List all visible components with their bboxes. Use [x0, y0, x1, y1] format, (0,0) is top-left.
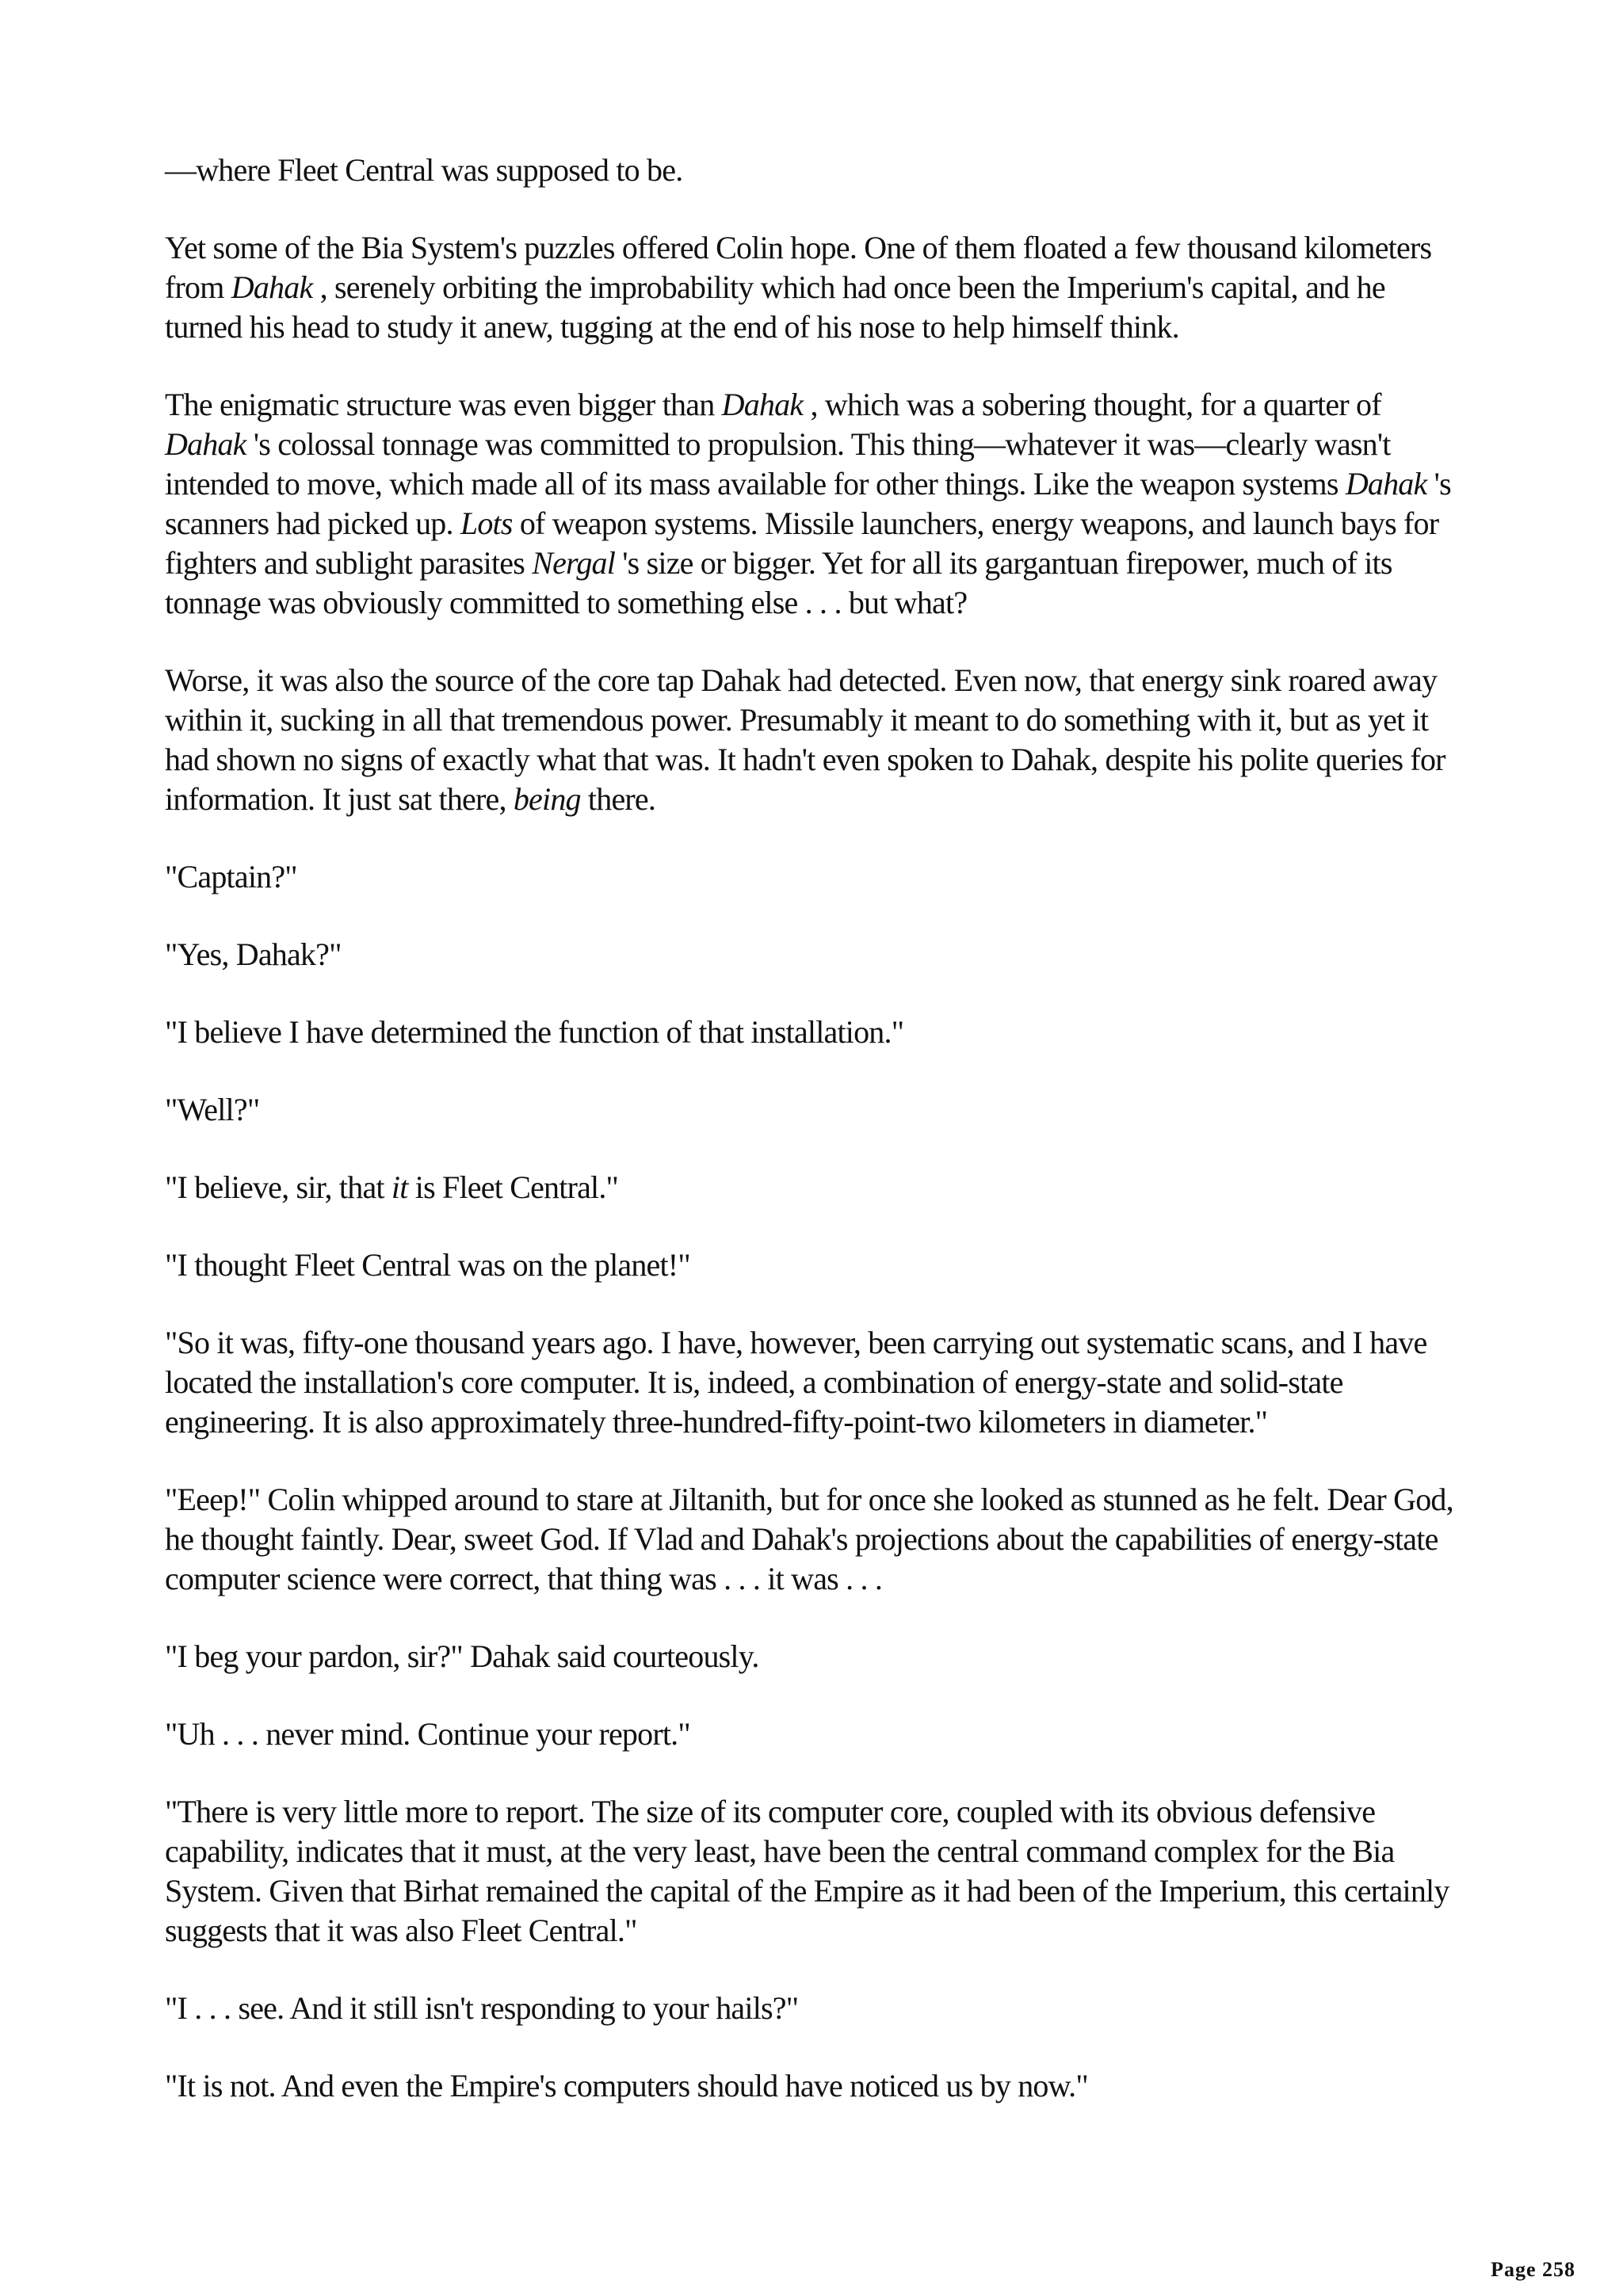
italic-text: Dahak [721, 387, 804, 422]
text-run: "I believe I have determined the function of that installation." [165, 1014, 904, 1050]
italic-text: Nergal [532, 545, 616, 581]
paragraph [165, 1168, 1465, 1207]
paragraph [165, 385, 1465, 623]
text-run: Worse, it was also the source of the core tap Dahak had detected. Even now, that energy sink roared away within it, sucking in all that tremendous power. Presumably it meant to do something with it, but as yet it had shown no signs of exactly what that was. It hadn't even spoken to Dahak, despite his polite queries for information. It just sat there, [165, 662, 1445, 817]
text-run: —where Fleet Central was supposed to be. [165, 152, 683, 188]
italic-text: being [513, 781, 581, 817]
paragraph [165, 1714, 1465, 1754]
paragraph [165, 1989, 1465, 2028]
text-run: "Yes, Dahak?" [165, 936, 342, 972]
text-run: "So it was, fifty-one thousand years ago. I have, however, been carrying out systematic scans, and I have located the installation's core computer. It is, indeed, a combination of energy-state and solid-state engineering. It is also approximately three-hundred-fifty-point-two kilometers in diameter." [165, 1325, 1427, 1440]
paragraph [165, 1323, 1465, 1442]
italic-text: Dahak [165, 426, 246, 462]
text-run: "It is not. And even the Empire's computers should have noticed us by now." [165, 2068, 1088, 2103]
text-run: "Well?" [165, 1092, 260, 1127]
italic-text: Dahak [231, 269, 313, 305]
italic-text: Dahak [1345, 466, 1427, 502]
paragraph [165, 935, 1465, 974]
paragraph [165, 857, 1465, 897]
text-run: The enigmatic structure was even bigger than [165, 387, 722, 422]
text-run: "Captain?" [165, 859, 297, 894]
paragraph [165, 661, 1465, 819]
paragraph [165, 1245, 1465, 1285]
text-run: Yet some of the Bia System's puzzles offered Colin hope. One of them floated a few thousand kilometers from [165, 230, 1432, 305]
text-run: is Fleet Central." [407, 1169, 619, 1205]
italic-text: it [391, 1169, 408, 1205]
paragraph [165, 151, 1465, 190]
text-run: , which was a sobering thought, for a quarter of [803, 387, 1381, 422]
text-run: 's scanners had picked up. [165, 466, 1451, 541]
paragraph [165, 1013, 1465, 1052]
text-run: "Uh . . . never mind. Continue your report." [165, 1716, 690, 1752]
text-run: "I believe, sir, that [165, 1169, 391, 1205]
page-number: Page 258 [1491, 2258, 1575, 2281]
page-body [165, 151, 1465, 2144]
text-run: "I thought Fleet Central was on the planet!" [165, 1247, 690, 1283]
text-run: "I beg your pardon, sir?" Dahak said courteously. [165, 1638, 759, 1674]
text-run: 's colossal tonnage was committed to propulsion. This thing—whatever it was—clearly wasn't intended to move, which made all of its mass available for other things. Like the weapon systems [165, 426, 1391, 502]
text-run: "I . . . see. And it still isn't responding to your hails?" [165, 1990, 799, 2026]
paragraph [165, 1480, 1465, 1599]
text-run: 's size or bigger. Yet for all its gargantuan firepower, much of its tonnage was obviously committed to something else . . . but what? [165, 545, 1392, 620]
italic-text: Lots [460, 505, 513, 541]
paragraph [165, 1090, 1465, 1130]
text-run: , serenely orbiting the improbability which had once been the Imperium's capital, and he turned his head to study it anew, tugging at the end of his nose to help himself think. [165, 269, 1385, 345]
paragraph [165, 1637, 1465, 1676]
paragraph [165, 1792, 1465, 1951]
text-run: "There is very little more to report. The size of its computer core, coupled with its obvious defensive capability, indicates that it must, at the very least, have been the central command complex for the Bia System. Given that Birhat remained the capital of the Empire as it had been of the Imperium, this certainly suggests that it was also Fleet Central." [165, 1794, 1449, 1948]
text-run: "Eeep!" Colin whipped around to stare at Jiltanith, but for once she looked as stunned as he felt. Dear God, he thought faintly. Dear, sweet God. If Vlad and Dahak's projections about the capabilities of energy-state computer science were correct, that thing was . . . it was . . . [165, 1482, 1453, 1596]
paragraph [165, 228, 1465, 347]
paragraph [165, 2066, 1465, 2106]
text-run: there. [580, 781, 656, 817]
text-run: of weapon systems. Missile launchers, energy weapons, and launch bays for fighters and sublight parasites [165, 505, 1439, 581]
